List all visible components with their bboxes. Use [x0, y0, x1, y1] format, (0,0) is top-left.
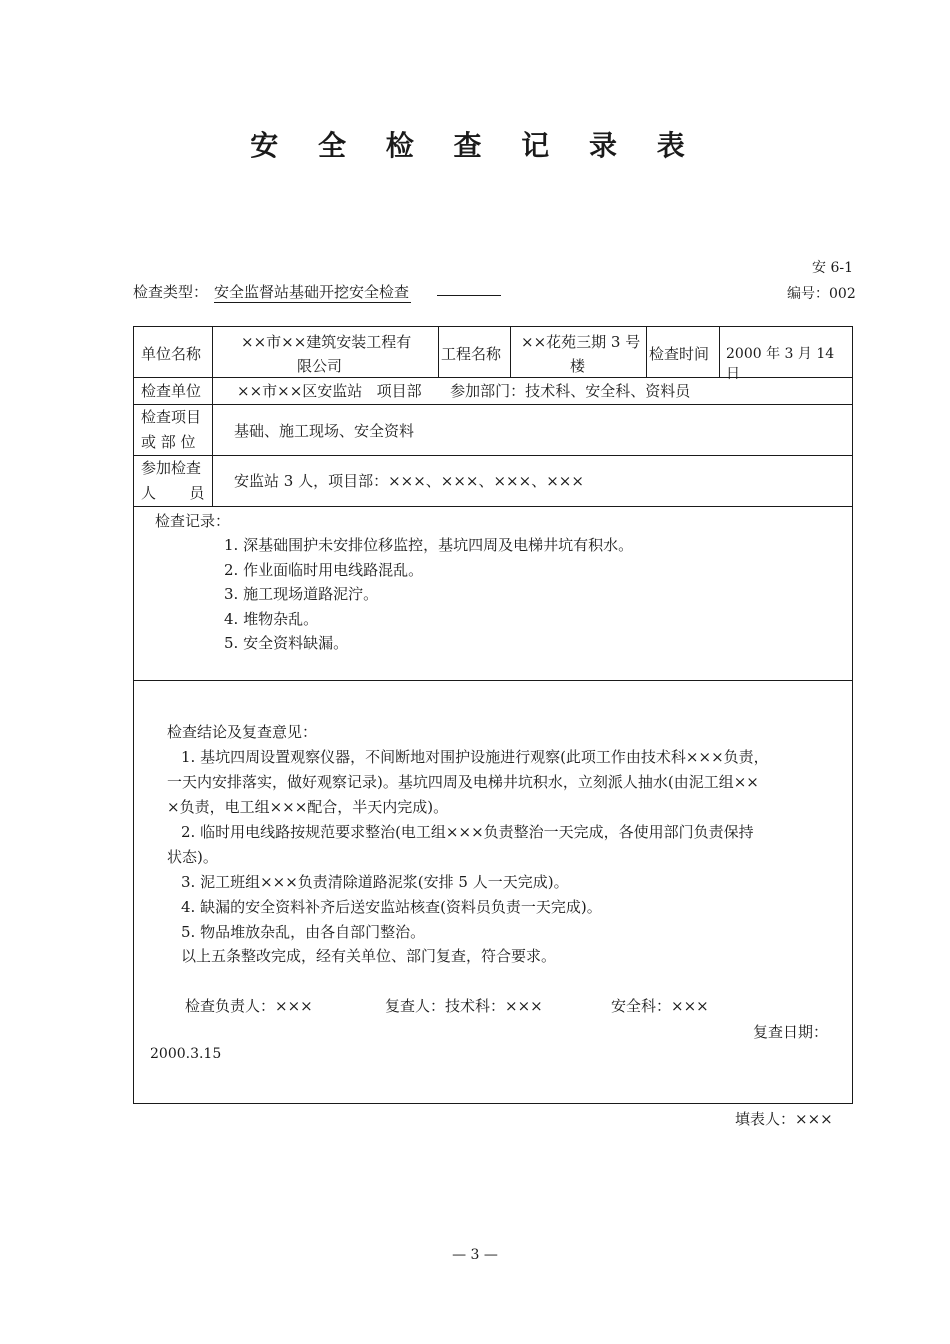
- project-name-label: 工程名称: [441, 345, 502, 363]
- conclusion-line: 以上五条整改完成，经有关单位、部门复查，符合要求。: [181, 947, 557, 965]
- col-divider: [646, 327, 647, 377]
- inspection-type-value: 安全监督站基础开挖安全检查: [214, 283, 410, 301]
- row-divider: [134, 455, 852, 456]
- conclusion-line: 4. 缺漏的安全资料补齐后送安监站核查(资料员负责一天完成)。: [181, 898, 602, 916]
- conclusion-line: 3. 泥工班组×××负责清除道路泥浆(安排 5 人一天完成)。: [181, 873, 569, 891]
- participants-value: 安监站 3 人，项目部：×××、×××、×××、×××: [234, 472, 584, 490]
- record-item: 4. 堆物杂乱。: [224, 610, 319, 628]
- row-divider: [134, 680, 852, 681]
- col-divider: [510, 327, 511, 377]
- inspection-item-label-line2: 或 部 位: [141, 433, 196, 451]
- col-divider: [719, 327, 720, 377]
- row-divider: [134, 506, 852, 507]
- underline-fill: [437, 295, 501, 296]
- inspection-unit-value: ××市××区安监站 项目部 参加部门：技术科、安全科、资料员: [237, 382, 691, 400]
- conclusion-line: 状态)。: [167, 848, 218, 866]
- conclusion-line: 一天内安排落实，做好观察记录)。基坑四周及电梯井坑积水，立刻派人抽水(由泥工组××: [167, 773, 759, 791]
- inspection-item-label-line1: 检查项目: [141, 408, 202, 426]
- inspection-item-value: 基础、施工现场、安全资料: [234, 422, 415, 440]
- reviewer: 复查人：技术科：×××: [385, 997, 543, 1015]
- record-item: 5. 安全资料缺漏。: [224, 634, 349, 652]
- responsible-person: 检查负责人：×××: [185, 997, 313, 1015]
- record-item: 2. 作业面临时用电线路混乱。: [224, 561, 424, 579]
- col-divider: [212, 327, 213, 506]
- unit-name-value-line2: 限公司: [297, 357, 343, 375]
- page-number: — 3 —: [452, 1247, 498, 1263]
- col-divider: [438, 327, 439, 377]
- project-name-value-line1: ××花苑三期 3 号: [521, 333, 641, 351]
- inspection-table: [133, 326, 853, 1104]
- record-item: 1. 深基础围护未安排位移监控，基坑四周及电梯井坑有积水。: [224, 536, 634, 554]
- form-filler: 填表人：×××: [735, 1110, 833, 1128]
- participants-label-line2: 人 员: [141, 484, 205, 502]
- inspection-time-label: 检查时间: [649, 345, 710, 363]
- conclusion-line: 2. 临时用电线路按规范要求整治(电工组×××负责整治一天完成，各使用部门负责保持: [181, 823, 754, 841]
- conclusion-heading: 检查结论及复查意见：: [167, 723, 318, 741]
- unit-name-value-line1: ××市××建筑安装工程有: [241, 333, 412, 351]
- inspection-unit-label: 检查单位: [141, 382, 202, 400]
- row-divider: [134, 404, 852, 405]
- inspection-time-value: 2000 年 3 月 14 日: [726, 346, 835, 382]
- serial-number: 编号：002: [787, 286, 856, 302]
- participants-label-line1: 参加检查: [141, 459, 202, 477]
- conclusion-line: 5. 物品堆放杂乱，由各自部门整治。: [181, 923, 426, 941]
- conclusion-line: 1. 基坑四周设置观察仪器，不间断地对围护设施进行观察(此项工作由技术科×××负责，: [181, 748, 769, 766]
- inspection-type-label: 检查类型：: [133, 283, 209, 301]
- page-title: 安 全 检 查 记 录 表: [250, 129, 700, 162]
- records-heading: 检查记录：: [155, 512, 231, 530]
- safety-dept: 安全科：×××: [611, 997, 709, 1015]
- conclusion-line: ×负责，电工组×××配合，半天内完成)。: [167, 798, 449, 816]
- review-date: 2000.3.15: [150, 1046, 222, 1062]
- project-name-value-line2: 楼: [570, 357, 586, 375]
- form-code: 安 6-1: [812, 260, 853, 276]
- review-date-label: 复查日期：: [753, 1023, 829, 1041]
- unit-name-label: 单位名称: [141, 345, 202, 363]
- record-item: 3. 施工现场道路泥泞。: [224, 585, 379, 603]
